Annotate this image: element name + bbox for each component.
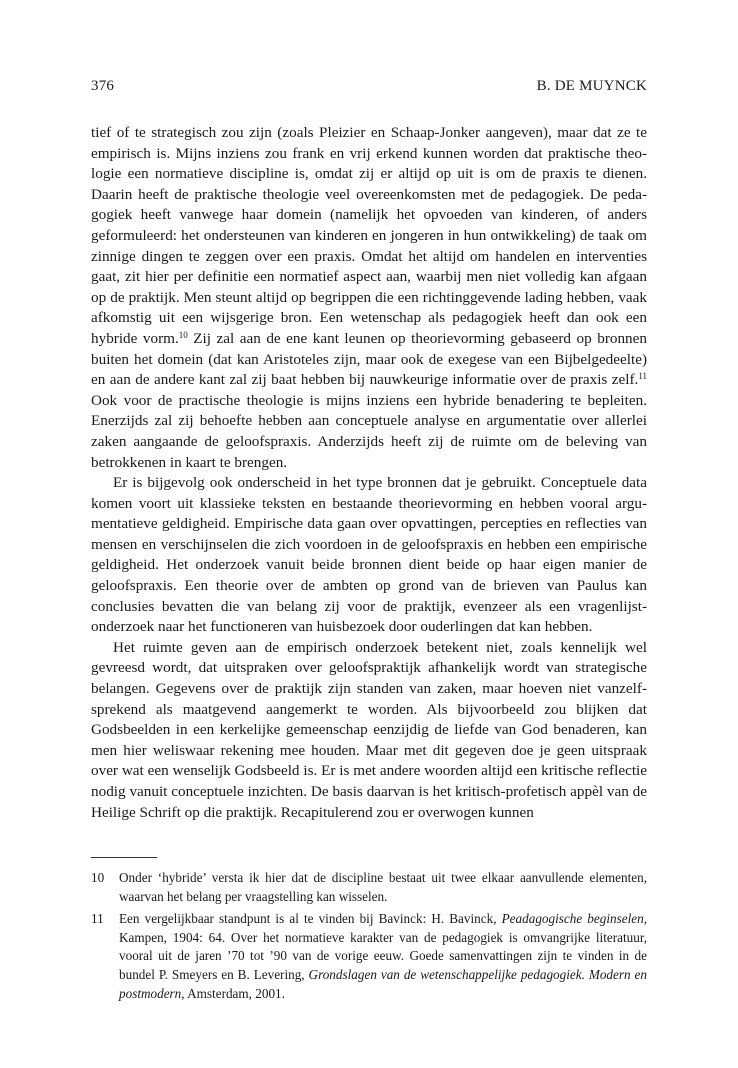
paragraph-1 [91, 123, 647, 473]
footnote-11-part-c: Amsterdam, 2001. [184, 985, 285, 1001]
running-head-author: B. DE MUYNCK [536, 78, 647, 94]
footnote-text [119, 910, 647, 1003]
paragraph-1-part-b: Zij zal aan de ene kant leunen op theorievorming gebaseerd op bronnen buiten het domein (dat kan Aristoteles zijn, maar ook de exegese van een Bijbelgedeelte) en aan de andere kant zal zij baat hebben bij nauwkeurige informatie over de praxis zelf. [91, 329, 647, 389]
footnote-11-part-b: , Kampen, 1904: 64. Over het normatieve karakter van de pedagogiek is omvangrijke literatuur, vooral uit de jaren ’70 tot ’90 van de vorige eeuw. Goede samenvattingen zijn te vinden in de bundel P. Smeyers en B. Levering, [119, 911, 647, 982]
footnote-text: Onder ‘hybride’ versta ik hier dat de discipline bestaat uit twee elkaar aanvullende elementen, waarvan het belang per vraagstelling kan wisselen. [119, 870, 647, 904]
paragraph-1-part-c: Ook voor de practische theologie is mijns inziens een hybride benadering te bepleiten. Enerzijds zal zij behoefte hebben aan conceptuele analyse en argumentatie over allerlei zaken aangaande de geloofspraxis. Anderzijds heeft zij de ruimte om de beleving van betrokkenen in kaart te brengen. [91, 391, 647, 471]
footnote-ref-10[interactable]: 10 [178, 329, 188, 340]
page-number: 376 [91, 78, 115, 94]
footnote-11-title-1: Peadagogische beginselen [501, 911, 644, 927]
footnote-11-part-a: Een vergelijkbaar standpunt is al te vinden bij Bavinck: H. Bavinck, [119, 911, 502, 927]
footnotes [91, 869, 647, 1007]
paragraph-3: Het ruimte geven aan de empirisch onderzoek betekent niet, zoals kennelijk wel gevreesd wordt, dat uitspraken over geloofspraktijk afhankelijk wordt van strategische belangen. Gegevens over de praktijk zijn standen van zaken, maar hoeven niet vanzelfsprekend als maatgevend aangemerkt te worden. Als bijvoorbeeld zou blijken dat Godsbeelden in een kerkelijke gemeenschap eenzijdig de liefde van God benaderen, kan men hier weliswaar rekening mee houden. Maar met dit gegeven doe je geen uitspraak over wat een wenselijk Godsbeeld is. Er is met andere woorden altijd een kritische reflectie nodig vanuit conceptuele inzichten. De basis daarvan is het kritisch-profetisch appèl van de Heilige Schrift op die praktijk. Recapitulerend zou er overwogen kunnen [91, 638, 647, 821]
footnote-10 [91, 869, 647, 906]
paragraph-2: Er is bijgevolg ook onderscheid in het type bronnen dat je gebruikt. Conceptuele data komen voort uit klassieke teksten en bestaande theorievorming en hebben vooral argumentatieve geldigheid. Empirische data gaan over opvattingen, percepties en reflecties van mensen en verschijnselen die zich voordoen in de geloofspraxis en hebben een empirische geldigheid. Het onderzoek vanuit beide bronnen dient beide op haar eigen manier de geloofspraxis. Een theorie over de ambten op grond van de brieven van Paulus kan conclusies bevatten die van belang zij voor de praktijk, evenzeer als een vragenlijstonderzoek naar het functioneren van huisbezoek door ouderlingen dat kan hebben. [91, 474, 647, 636]
footnote-11-title-2: Grondslagen van de wetenschappelijke pedagogiek. Modern en postmodern, [119, 966, 647, 1001]
body-text [91, 123, 647, 823]
footnote-number: 11 [91, 911, 104, 927]
page [91, 78, 647, 823]
footnote-11 [91, 910, 647, 1003]
footnote-number: 10 [91, 870, 105, 885]
footnote-ref-11[interactable]: 11 [638, 371, 647, 382]
paragraph-1-part-a: tief of te strategisch zou zijn (zoals Pleizier en Schaap-Jonker aangeven), maar dat ze te empirisch is. Mijns inziens zou frank en vrij erkend kunnen worden dat praktische theologie een normatieve discipline is, omdat zij er altijd op uit is om de praxis te dienen. Daarin heeft de praktische theologie veel overeenkomsten met de pedagogiek. De pedagogiek heeft vanwege haar domein (namelijk het opvoeden van kinderen, of anders geformuleerd: het ondersteunen van kinderen en jongeren in hun ontwikkeling) de taak om zinnige dingen te zeggen over een praxis. Omdat het altijd om handelen en interventies gaat, zit hier per definitie een normatief aspect aan, waarbij men niet volledig kan afgaan op de praktijk. Men steunt altijd op begrippen die een richtinggevende lading hebben, vaak afkomstig uit een wijsgerige bron. Een wetenschap als pedagogiek heeft dan ook een hybride vorm. [91, 124, 647, 347]
running-header [91, 78, 647, 95]
footnote-divider [91, 857, 157, 858]
